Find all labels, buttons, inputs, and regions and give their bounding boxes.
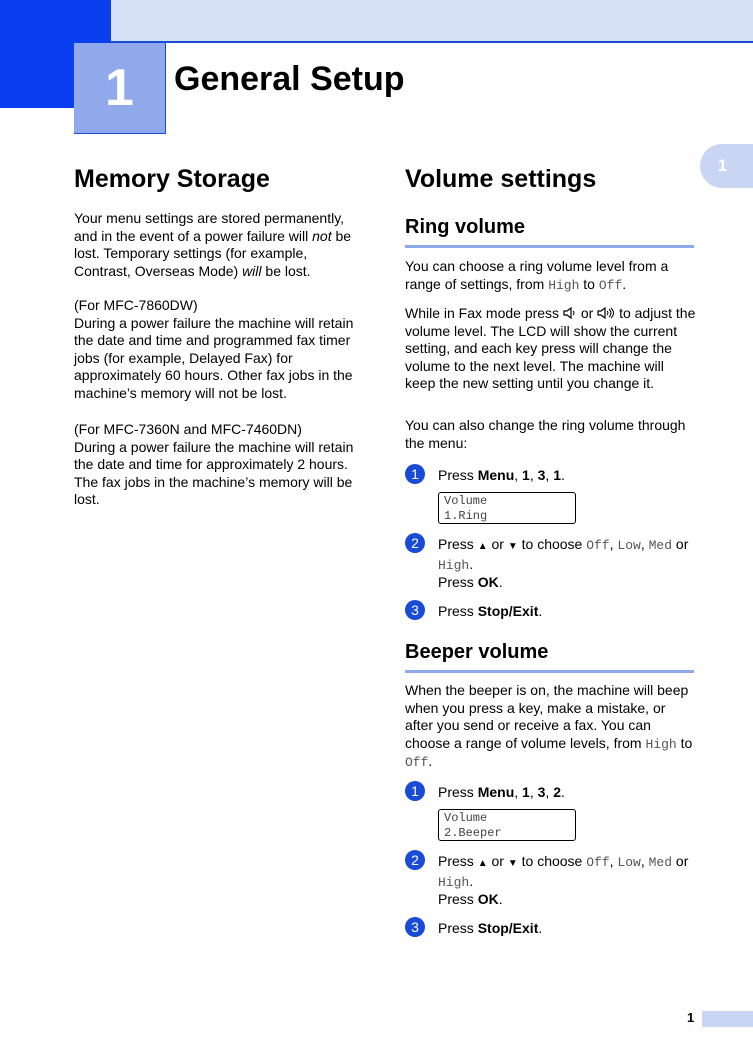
- header-bar: [111, 0, 753, 43]
- text: ,: [529, 467, 538, 483]
- page-number: 1: [687, 1010, 695, 1025]
- text: be lost.: [261, 262, 311, 279]
- lcd-value: Off: [586, 855, 610, 870]
- text: ,: [609, 853, 618, 869]
- text: .: [622, 275, 627, 292]
- up-arrow-icon: ▲: [477, 858, 488, 869]
- emphasis: will: [242, 262, 262, 279]
- step-3-badge: 3: [405, 600, 425, 620]
- beeper-paragraph: [405, 682, 697, 772]
- lcd-value: High: [548, 277, 580, 293]
- text: to adjust the volume level. The LCD will show the current setting, and each key press will change the volume to the next level. The machine will keep the new setting until you change it.: [405, 305, 696, 391]
- text: be lost. Temporary settings (for example, Contrast, Overseas Mode): [74, 227, 352, 279]
- up-arrow-icon: ▲: [477, 541, 488, 552]
- volume-heading: Volume settings: [405, 165, 597, 193]
- text: to: [579, 275, 599, 292]
- key-name: 3: [537, 467, 546, 483]
- memory-paragraph-3: [74, 421, 364, 509]
- key-name: Menu: [477, 467, 515, 483]
- text: During a power failure the machine will retain the date and time for approximately 2 hours. The fax jobs in the machine’s memory will be lost.: [74, 438, 354, 507]
- chapter-title: General Setup: [174, 60, 405, 98]
- text: .: [560, 467, 565, 483]
- text: ,: [545, 784, 554, 800]
- emphasis: not: [312, 227, 332, 244]
- text: ,: [529, 784, 538, 800]
- text: or: [576, 305, 598, 321]
- ring-step-3: [438, 603, 698, 621]
- volume-down-icon: [563, 307, 577, 319]
- lcd-value: Off: [586, 538, 610, 553]
- ring-paragraph-1: [405, 258, 697, 294]
- lcd-line-2: 2.Beeper: [444, 826, 502, 840]
- key-name: Stop/Exit: [477, 920, 539, 936]
- lcd-value: Med: [648, 538, 673, 553]
- step-3-badge: 3: [405, 917, 425, 937]
- beeper-step-3: [438, 920, 698, 938]
- step-2-badge: 2: [405, 850, 425, 870]
- text: Press: [438, 784, 478, 800]
- beeper-volume-heading: Beeper volume: [405, 641, 694, 673]
- text: .: [469, 555, 474, 572]
- down-arrow-icon: ▼: [507, 858, 518, 869]
- key-name: Menu: [477, 784, 515, 800]
- model-label: (For MFC-7360N and MFC-7460DN): [74, 421, 302, 437]
- memory-paragraph-2: [74, 297, 364, 402]
- key-name: Stop/Exit: [477, 603, 539, 619]
- beeper-step-2: [438, 853, 698, 909]
- footer-bar: [702, 1011, 753, 1027]
- text: ,: [640, 536, 649, 552]
- key-name: 1: [522, 467, 530, 483]
- chapter-side-tab: 1: [700, 144, 753, 188]
- lcd-display: [438, 809, 576, 841]
- text: Press: [438, 853, 478, 869]
- down-arrow-icon: ▼: [507, 541, 518, 552]
- lcd-display: [438, 492, 576, 524]
- step-1-badge: 1: [405, 464, 425, 484]
- key-name: OK: [477, 891, 499, 907]
- text: to: [676, 734, 693, 751]
- step-2-badge: 2: [405, 533, 425, 553]
- text: ,: [514, 467, 523, 483]
- text: Press: [438, 920, 478, 936]
- text: .: [538, 603, 543, 619]
- text: Press: [438, 467, 478, 483]
- key-name: 3: [537, 784, 546, 800]
- text: ,: [545, 467, 554, 483]
- text: Press: [438, 603, 478, 619]
- volume-up-icon: [597, 307, 615, 319]
- text: You can choose a ring volume level from a range of settings, from: [405, 258, 669, 292]
- text: Press: [438, 574, 478, 590]
- text: or: [487, 853, 508, 869]
- text: ,: [609, 536, 618, 552]
- text: ,: [640, 853, 649, 869]
- ring-step-2: [438, 536, 698, 592]
- text: .: [538, 920, 543, 936]
- text: Your menu settings are stored permanently, and in the event of a power failure will: [74, 210, 345, 244]
- text: .: [498, 574, 503, 590]
- lcd-line-1: Volume: [444, 811, 488, 825]
- key-name: 1: [522, 784, 530, 800]
- text: to choose: [517, 536, 587, 552]
- lcd-value: Low: [617, 538, 641, 553]
- ring-paragraph-3: You can also change the ring volume through the menu:: [405, 417, 686, 451]
- text: .: [428, 753, 433, 769]
- text: While in Fax mode press: [405, 305, 563, 321]
- text: or: [672, 536, 689, 552]
- text: Press: [438, 536, 478, 552]
- lcd-value: Off: [405, 755, 429, 770]
- text: When the beeper is on, the machine will beep when you press a key, make a mistake, or after you send or receive a fax. You can choose a range of volume levels, from: [405, 682, 689, 751]
- key-name: OK: [477, 574, 499, 590]
- text: During a power failure the machine will retain the date and time and programmed fax timer jobs (for example, Delayed Fax) for approximately 60 hours. Other fax jobs in the machine’s memory will not be lost.: [74, 314, 354, 401]
- lcd-value: Low: [617, 855, 641, 870]
- ring-step-1: [438, 467, 698, 485]
- lcd-value: Med: [648, 855, 673, 870]
- text: Press: [438, 891, 478, 907]
- lcd-value: High: [438, 557, 470, 573]
- memory-heading: Memory Storage: [74, 165, 270, 193]
- lcd-line-2: 1.Ring: [444, 509, 488, 523]
- lcd-value: High: [645, 736, 677, 752]
- memory-paragraph-1: [74, 210, 364, 280]
- model-label: (For MFC-7860DW): [74, 297, 198, 313]
- step-1-badge: 1: [405, 781, 425, 801]
- text: to choose: [517, 853, 587, 869]
- text: ,: [514, 784, 523, 800]
- lcd-value: Off: [598, 277, 623, 293]
- text: or: [487, 536, 508, 552]
- ring-paragraph-2: [405, 305, 697, 393]
- text: .: [560, 784, 565, 800]
- chapter-number: 1: [74, 43, 166, 134]
- key-name: 1: [553, 467, 561, 483]
- lcd-value: High: [438, 874, 470, 890]
- beeper-step-1: [438, 784, 698, 802]
- ring-volume-heading: Ring volume: [405, 216, 694, 248]
- text: .: [469, 872, 474, 889]
- text: or: [672, 853, 689, 869]
- lcd-line-1: Volume: [444, 494, 488, 508]
- text: .: [498, 891, 503, 907]
- key-name: 2: [553, 784, 561, 800]
